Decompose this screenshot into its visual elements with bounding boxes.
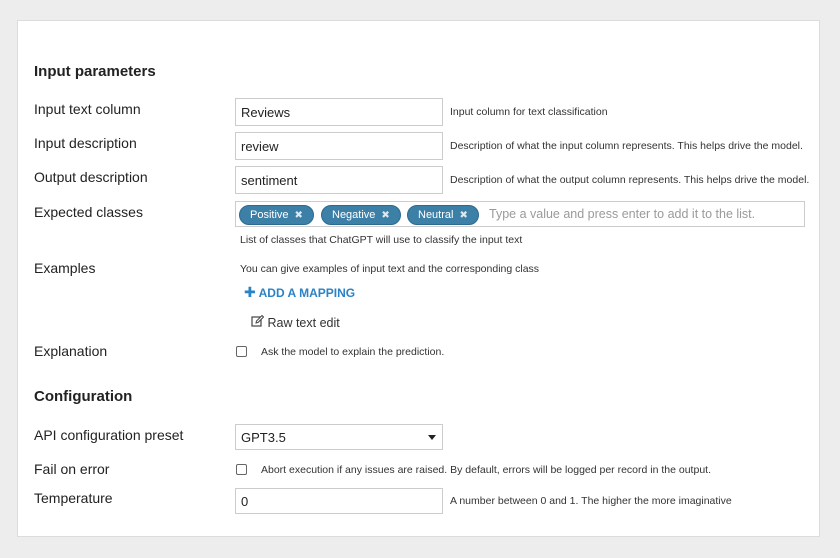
examples-help: You can give examples of input text and the corresponding class [240,263,540,275]
tag-label: Negative [332,209,376,221]
settings-panel [17,20,820,537]
plus-icon: ✚ [244,284,256,300]
api-preset-value: GPT3.5 [241,430,286,445]
input-text-column-label: Input text column [34,101,141,117]
temperature-help: A number between 0 and 1. The higher the more imaginative [450,495,732,507]
edit-icon [251,315,264,328]
add-mapping-label: ADD A MAPPING [258,286,356,300]
output-description-label: Output description [34,169,148,185]
api-preset-select[interactable] [235,424,443,450]
fail-on-error-checkbox[interactable] [236,464,247,475]
fail-on-error-help: Abort execution if any issues are raised. By default, errors will be logged per record in the output. [261,464,711,476]
input-text-column-help: Input column for text classification [450,106,608,118]
temperature-label: Temperature [34,490,113,506]
expected-classes-label: Expected classes [34,204,143,220]
explanation-checkbox[interactable] [236,346,247,357]
section-title-input-parameters: Input parameters [34,63,156,80]
add-mapping-button[interactable] [244,284,355,301]
tag-label: Positive [250,209,289,221]
explanation-help: Ask the model to explain the prediction. [261,346,445,358]
class-tag-negative [321,205,401,225]
examples-label: Examples [34,260,96,276]
class-tag-neutral [407,205,479,225]
tag-label: Neutral [418,209,454,221]
tag-input-placeholder[interactable]: Type a value and press enter to add it to the list. [489,207,756,221]
input-description-help: Description of what the input column represents. This helps drive the model. [450,140,803,152]
output-description-field[interactable] [235,166,443,194]
chevron-down-icon [428,435,436,440]
expected-classes-help: List of classes that ChatGPT will use to classify the input text [240,234,523,246]
output-description-help: Description of what the output column represents. This helps drive the model. [450,174,810,186]
explanation-label: Explanation [34,343,108,359]
section-title-configuration: Configuration [34,388,133,405]
api-preset-label: API configuration preset [34,427,184,443]
raw-text-edit-button[interactable] [251,315,340,330]
remove-tag-icon[interactable]: ✖ [459,210,468,221]
remove-tag-icon[interactable]: ✖ [381,210,390,221]
expected-classes-tag-input[interactable] [235,201,805,227]
input-description-field[interactable] [235,132,443,160]
fail-on-error-label: Fail on error [34,461,110,477]
class-tag-positive [239,205,314,225]
raw-text-edit-label: Raw text edit [267,316,340,330]
remove-tag-icon[interactable]: ✖ [294,210,303,221]
input-text-column-field[interactable] [235,98,443,126]
input-description-label: Input description [34,135,137,151]
temperature-field[interactable] [235,488,443,514]
